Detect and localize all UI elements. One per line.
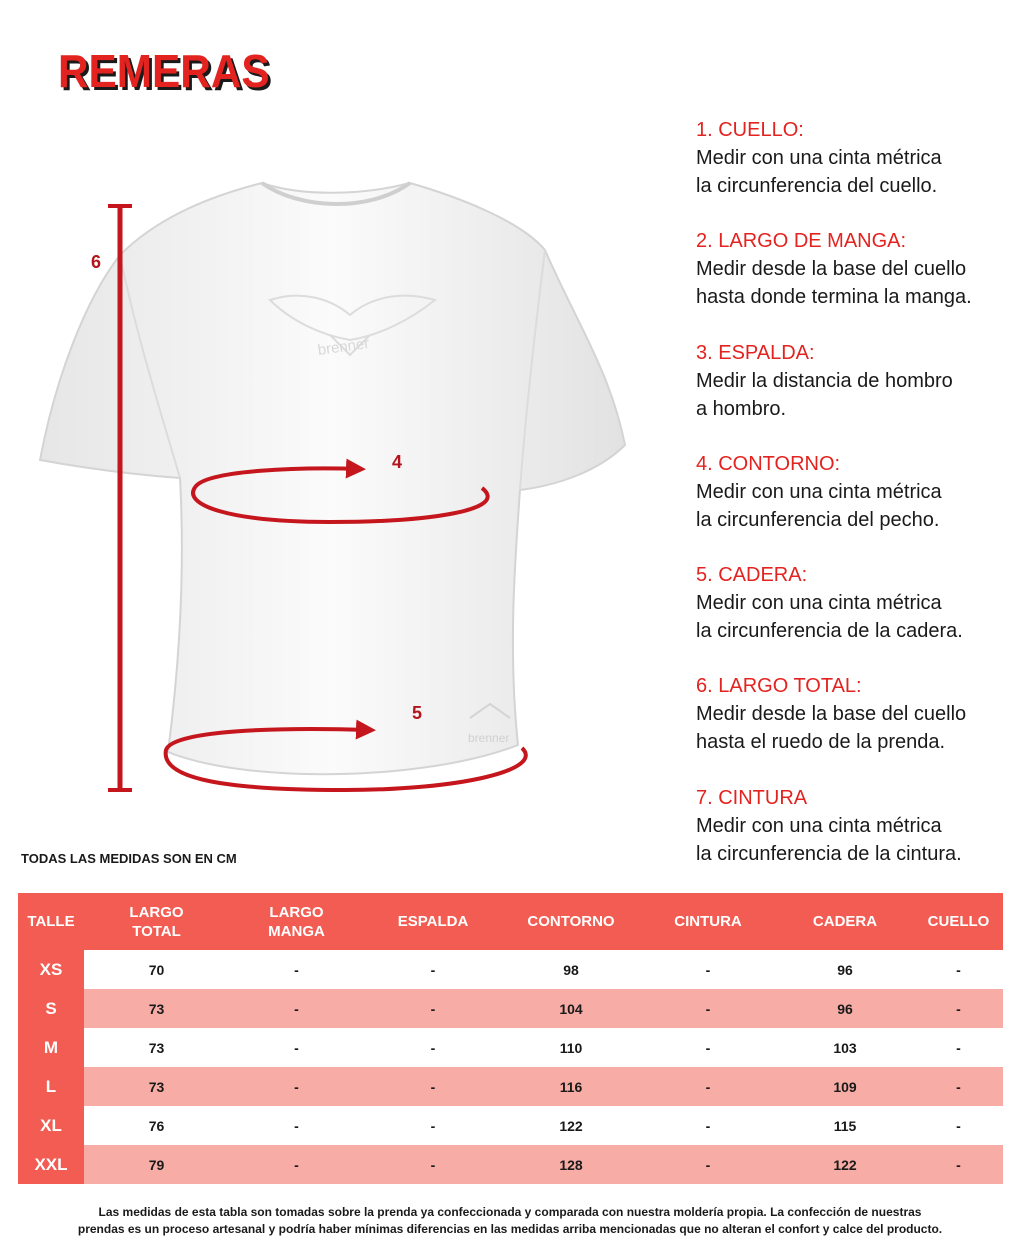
header-text: LARGO [269, 903, 324, 921]
cuello-cell: - [914, 989, 1003, 1028]
cadera-cell: 96 [776, 950, 914, 989]
footnote [30, 1204, 990, 1238]
size-table [18, 893, 1003, 1184]
instruction-cuello [696, 116, 1016, 227]
page-title: REMERAS [58, 45, 270, 97]
size-label: M [18, 1028, 84, 1067]
largo-total-cell: 79 [84, 1145, 229, 1184]
largo-total-cell: 73 [84, 989, 229, 1028]
largo-manga-cell: - [229, 1067, 364, 1106]
cuello-cell: - [914, 1028, 1003, 1067]
largo-manga-cell: - [229, 1028, 364, 1067]
units-note: TODAS LAS MEDIDAS SON EN CM [21, 851, 237, 866]
header-text: TOTAL [132, 922, 181, 940]
instruction-heading: 7. CINTURA [696, 786, 808, 809]
size-label: S [18, 989, 84, 1028]
largo-manga-cell: - [229, 989, 364, 1028]
contorno-cell: 104 [502, 989, 640, 1028]
contorno-cell: 122 [502, 1106, 640, 1145]
header-text: CINTURA [674, 913, 742, 930]
instruction-text: la circunferencia del pecho. [696, 508, 940, 531]
instruction-text: Medir desde la base del cuello [696, 258, 967, 281]
instruction-text: la circunferencia de la cadera. [696, 620, 963, 643]
table-row [18, 1145, 1003, 1184]
table-row [18, 1106, 1003, 1145]
cintura-cell: - [640, 1028, 776, 1067]
column-header-espalda [364, 893, 502, 950]
instruction-text: Medir con una cinta métrica [696, 592, 942, 615]
column-header-talle [18, 893, 84, 950]
column-header-cintura [640, 893, 776, 950]
footnote-line-1: Las medidas de esta tabla son tomadas sobre la prenda ya confeccionada y comparada con nuestra moldería propia. La confección de nuestras [98, 1205, 922, 1219]
largo-total-cell: 73 [84, 1028, 229, 1067]
largo-manga-cell: - [229, 950, 364, 989]
contorno-cell: 98 [502, 950, 640, 989]
espalda-cell: - [364, 989, 502, 1028]
header-text: CADERA [812, 913, 878, 930]
instruction-text: la circunferencia del cuello. [696, 175, 938, 197]
instruction-text: hasta el ruedo de la prenda. [696, 731, 946, 754]
espalda-cell: - [364, 1106, 502, 1145]
largo-total-cell: 70 [84, 950, 229, 989]
cuello-cell: - [914, 1067, 1003, 1106]
header-text: CUELLO [927, 913, 990, 930]
espalda-cell: - [364, 1028, 502, 1067]
instruction-largo-total [696, 672, 1016, 783]
header-text: MANGA [268, 922, 325, 940]
cintura-cell: - [640, 989, 776, 1028]
header-text: ESPALDA [397, 913, 469, 930]
cadera-cell: 122 [776, 1145, 914, 1184]
largo-manga-cell: - [229, 1145, 364, 1184]
instruction-heading: 3. ESPALDA: [696, 341, 815, 364]
instruction-text: Medir con una cinta métrica [696, 480, 942, 503]
measure-label-6: 6 [91, 252, 102, 272]
measurement-instructions [696, 116, 1016, 895]
espalda-cell: - [364, 1067, 502, 1106]
tshirt-measurement-illustration [0, 150, 690, 830]
cintura-cell: - [640, 1145, 776, 1184]
instruction-text: Medir con una cinta métrica [696, 814, 942, 837]
size-label: L [18, 1067, 84, 1106]
instruction-text: la circunferencia de la cintura. [696, 842, 962, 865]
instruction-text: Medir con una cinta métrica [696, 147, 942, 169]
table-row [18, 950, 1003, 989]
instruction-cadera [696, 561, 1016, 672]
column-header-cuello [914, 893, 1003, 950]
instruction-text: hasta donde termina la manga. [696, 286, 972, 309]
largo-manga-cell: - [229, 1106, 364, 1145]
instruction-heading: 5. CADERA: [696, 564, 808, 587]
cadera-cell: 109 [776, 1067, 914, 1106]
header-text: LARGO [129, 903, 184, 921]
header-text: CONTORNO [527, 913, 615, 930]
measure-label-4: 4 [392, 452, 403, 472]
cuello-cell: - [914, 950, 1003, 989]
instruction-heading: 2. LARGO DE MANGA: [696, 230, 907, 253]
instruction-text: Medir desde la base del cuello [696, 703, 967, 726]
espalda-cell: - [364, 950, 502, 989]
measure-label-5: 5 [412, 703, 423, 723]
largo-total-cell: 76 [84, 1106, 229, 1145]
cuello-cell: - [914, 1106, 1003, 1145]
column-header-contorno [502, 893, 640, 950]
instruction-text: Medir la distancia de hombro [696, 369, 953, 392]
size-label: XXL [18, 1145, 84, 1184]
largo-total-cell: 73 [84, 1067, 229, 1106]
instruction-espalda [696, 339, 1016, 450]
header-text: TALLE [27, 913, 75, 930]
instruction-text: a hombro. [696, 397, 787, 420]
size-label: XL [18, 1106, 84, 1145]
column-header-largo-manga [229, 893, 364, 950]
contorno-cell: 128 [502, 1145, 640, 1184]
footnote-line-2: prendas es un proceso artesanal y podría haber mínimas diferencias en las medidas arriba mencionadas que no alteran el confort y calce del producto. [77, 1222, 943, 1236]
cintura-cell: - [640, 950, 776, 989]
logo-text-hem: brenner [468, 731, 510, 745]
cintura-cell: - [640, 1106, 776, 1145]
cadera-cell: 115 [776, 1106, 914, 1145]
table-row [18, 1067, 1003, 1106]
tshirt-graphic [40, 183, 625, 774]
instruction-largo-de-manga [696, 227, 1016, 338]
instruction-heading: 4. CONTORNO: [696, 452, 841, 475]
column-header-cadera [776, 893, 914, 950]
table-row [18, 1028, 1003, 1067]
espalda-cell: - [364, 1145, 502, 1184]
instruction-contorno [696, 450, 1016, 561]
instruction-heading: 6. LARGO TOTAL: [696, 675, 862, 698]
size-table-header [18, 893, 1003, 950]
cuello-cell: - [914, 1145, 1003, 1184]
column-header-largo-total [84, 893, 229, 950]
tshirt-body [40, 183, 625, 774]
table-row [18, 989, 1003, 1028]
instruction-heading: 1. CUELLO: [696, 119, 804, 141]
size-label: XS [18, 950, 84, 989]
cadera-cell: 96 [776, 989, 914, 1028]
instruction-cintura [696, 784, 1016, 895]
cintura-cell: - [640, 1067, 776, 1106]
contorno-cell: 110 [502, 1028, 640, 1067]
logo-text-chest: brenner [316, 334, 371, 360]
cadera-cell: 103 [776, 1028, 914, 1067]
contorno-cell: 116 [502, 1067, 640, 1106]
